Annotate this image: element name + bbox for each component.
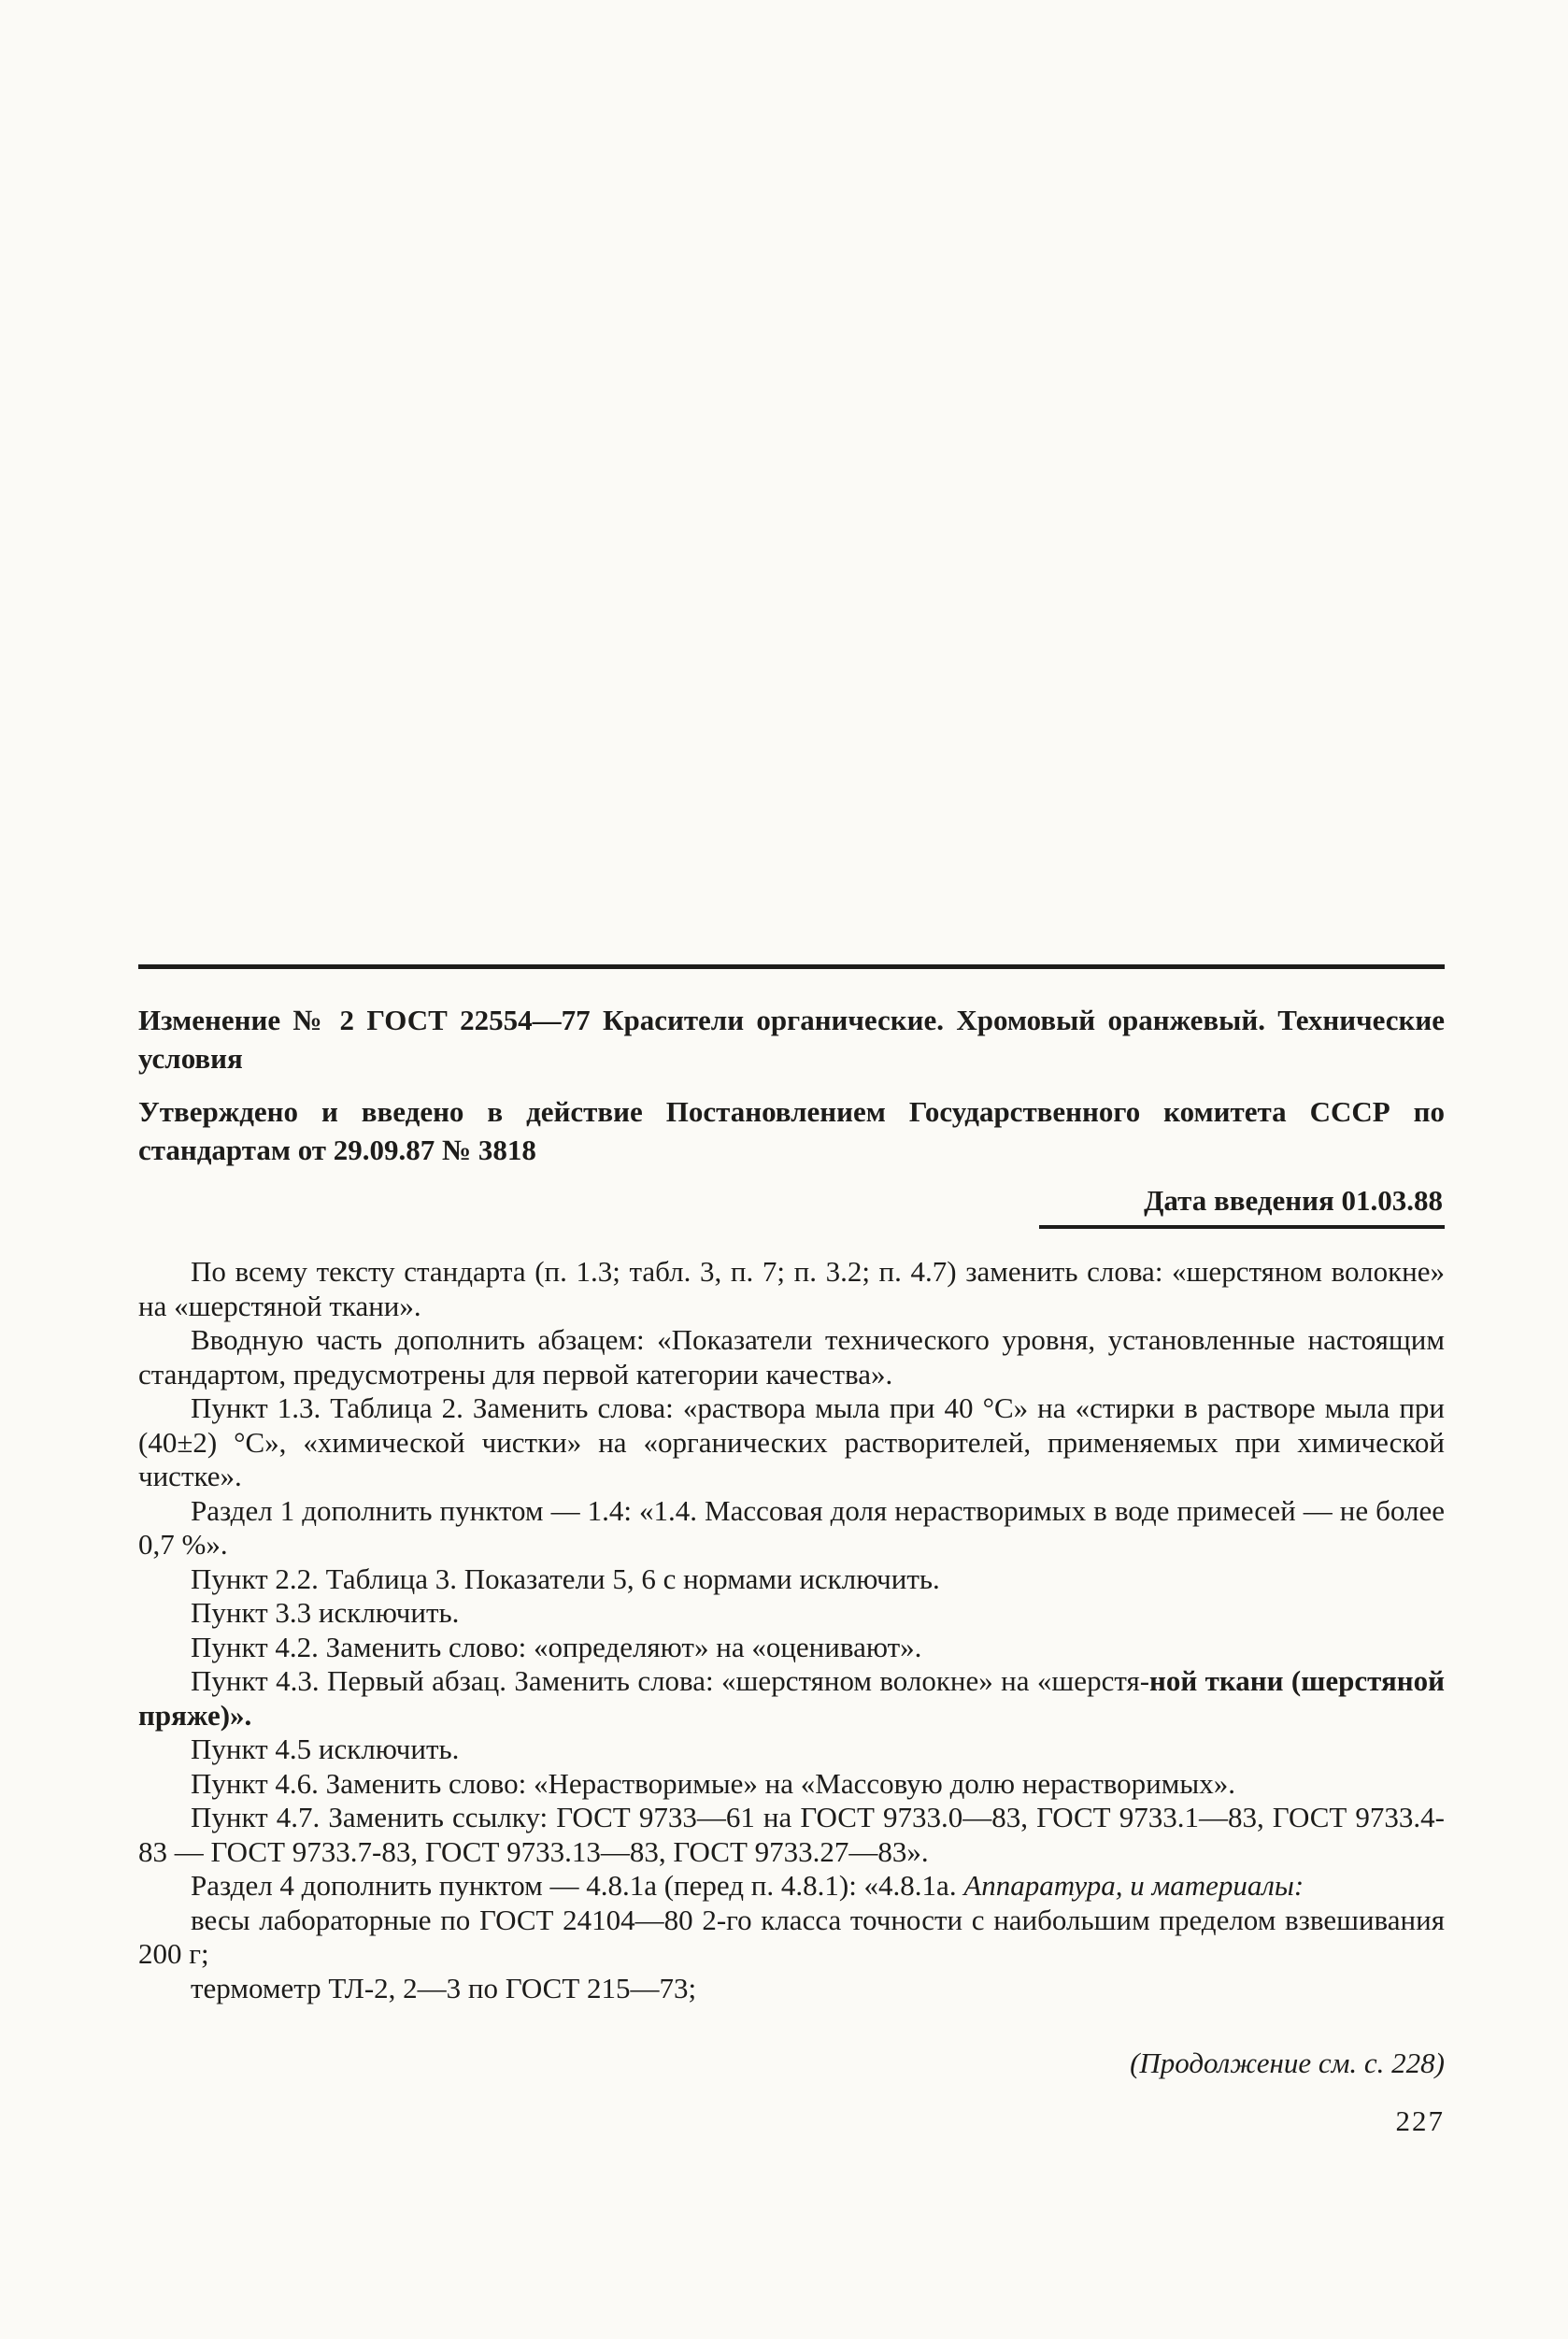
paragraph: Пункт 1.3. Таблица 2. Заменить слова: «раствора мыла при 40 °С» на «стирки в растворе мыла при (40±2) °С», «химической чистки» на «органических растворителей, применяемых при химической чистке». [138, 1391, 1445, 1492]
approval-statement: Утверждено и введено в действие Постановлением Государственного комитета СССР по стандартам от 29.09.87 № 3818 [138, 1095, 1445, 1166]
amendment-body [138, 1255, 1445, 2005]
paragraph: Вводную часть дополнить абзацем: «Показатели технического уровня, установленные настоящим стандартом, предусмотрены для первой категории качества». [138, 1323, 1445, 1391]
header-rule [138, 964, 1445, 969]
paragraph: весы лабораторные по ГОСТ 24104—80 2-го класса точности с наибольшим пределом взвешивания 200 г; [138, 1903, 1445, 1970]
introduction-date: Дата введения 01.03.88 [1039, 1184, 1445, 1229]
page-number: 227 [1395, 2104, 1445, 2137]
paragraph: термометр ТЛ-2, 2—3 по ГОСТ 215—73; [191, 1971, 697, 2004]
paragraph: Раздел 1 дополнить пунктом — 1.4: «1.4. Массовая доля нерастворимых в воде примесей — не более 0,7 %». [138, 1493, 1445, 1561]
amendment-title: Изменение № 2 ГОСТ 22554—77 Красители органические. Хромовый оранжевый. Технические условия [138, 1004, 1445, 1075]
paragraph: Раздел 4 дополнить пунктом — 4.8.1а (перед п. 4.8.1): «4.8.1а. Аппаратура, и материалы: [191, 1869, 1304, 1902]
paragraph: Пункт 3.3 исключить. [191, 1596, 460, 1629]
paragraph: Пункт 2.2. Таблица 3. Показатели 5, 6 с нормами исключить. [191, 1562, 940, 1595]
paragraph: Пункт 4.2. Заменить слово: «определяют» на «оценивают». [191, 1630, 922, 1663]
paragraph: Пункт 4.3. Первый абзац. Заменить слова: «шерстяном волокне» на «шерстя-ной ткани (шерстяной пряже)». [138, 1664, 1445, 1732]
paragraph: Пункт 4.5 исключить. [191, 1733, 460, 1765]
paragraph: Пункт 4.7. Заменить ссылку: ГОСТ 9733—61 на ГОСТ 9733.0—83, ГОСТ 9733.1—83, ГОСТ 9733.4-83 — ГОСТ 9733.7-83, ГОСТ 9733.13—83, ГОСТ 9733.27—83». [138, 1801, 1445, 1868]
document-content [138, 964, 1445, 2138]
paragraph: По всему тексту стандарта (п. 1.3; табл. 3, п. 7; п. 3.2; п. 4.7) заменить слова: «шерстяном волокне» на «шерстяной ткани». [138, 1255, 1445, 1322]
introduction-date-row [138, 1184, 1445, 1229]
continuation-note: (Продолжение см. с. 228) [1130, 2047, 1445, 2079]
paragraph: Пункт 4.6. Заменить слово: «Нерастворимые» на «Массовую долю нерастворимых». [191, 1766, 1235, 1800]
